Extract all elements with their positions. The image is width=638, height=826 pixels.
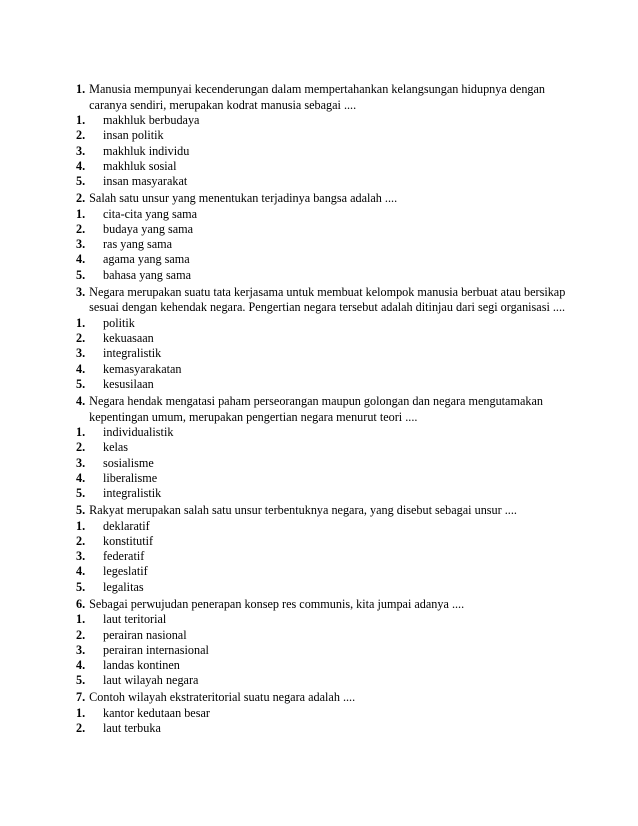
option-text: bahasa yang sama: [103, 267, 191, 282]
option-text: kesusilaan: [103, 376, 154, 391]
question-4: [76, 394, 576, 501]
option-number: 5.: [76, 267, 86, 282]
option-number: 5.: [76, 376, 86, 391]
question-stem: [76, 394, 576, 425]
answer-option: [76, 144, 576, 159]
question-1: [76, 82, 576, 189]
answer-option: [76, 113, 576, 128]
option-number: 4.: [76, 361, 86, 376]
answer-option: [76, 658, 576, 673]
option-text: perairan nasional: [103, 627, 187, 642]
option-number: 4.: [76, 658, 86, 673]
question-text: Contoh wilayah ekstrateritorial suatu negara adalah ....: [89, 690, 356, 705]
question-7: [76, 690, 576, 736]
option-text: liberalisme: [103, 470, 158, 485]
option-number: 3.: [76, 143, 86, 158]
option-text: federatif: [103, 549, 145, 564]
question-stem: [76, 191, 576, 207]
option-number: 3.: [76, 455, 86, 470]
option-text: integralistik: [103, 486, 162, 501]
question-number: 5.: [76, 503, 86, 518]
option-text: laut teritorial: [103, 612, 167, 627]
answer-option: [76, 252, 576, 267]
question-number: 7.: [76, 690, 86, 705]
option-number: 2.: [76, 128, 86, 143]
answer-option: [76, 519, 576, 534]
answer-option: [76, 673, 576, 688]
answer-option: [76, 174, 576, 189]
option-text: makhluk sosial: [103, 158, 177, 173]
answer-option: [76, 628, 576, 643]
option-number: 1.: [76, 518, 86, 533]
answer-option: [76, 486, 576, 501]
question-text: Rakyat merupakan salah satu unsur terbentuknya negara, yang disebut sebagai unsur ....: [89, 503, 517, 518]
option-number: 4.: [76, 470, 86, 485]
answer-option: [76, 316, 576, 331]
option-text: budaya yang sama: [103, 222, 194, 236]
answer-option: [76, 362, 576, 377]
question-text: Negara merupakan suatu tata kerjasama untuk membuat kelompok manusia berbuat atau bersikap sesuai dengan kehendak negara. Pengertian negara tersebut adalah ditinjau dari segi organisasi ....: [89, 284, 566, 315]
question-text: Salah satu unsur yang menentukan terjadinya bangsa adalah ....: [89, 191, 398, 206]
option-number: 2.: [76, 222, 86, 236]
option-text: insan politik: [103, 128, 164, 143]
question-number: 3.: [76, 284, 86, 299]
answer-option: [76, 425, 576, 440]
option-number: 1.: [76, 425, 86, 440]
option-text: laut wilayah negara: [103, 673, 199, 688]
answer-option: [76, 128, 576, 143]
answer-option: [76, 159, 576, 174]
answer-option: [76, 580, 576, 595]
answer-option: [76, 268, 576, 283]
answer-option: [76, 534, 576, 549]
option-text: kelas: [103, 440, 129, 455]
question-stem: [76, 597, 576, 613]
answer-option: [76, 564, 576, 579]
option-number: 4.: [76, 158, 86, 173]
question-2: [76, 191, 576, 283]
option-text: politik: [103, 316, 135, 330]
option-text: ras yang sama: [103, 237, 173, 252]
option-text: makhluk berbudaya: [103, 113, 200, 128]
answer-option: [76, 706, 576, 721]
option-number: 1.: [76, 706, 86, 721]
answer-option: [76, 612, 576, 627]
answer-option: [76, 346, 576, 361]
question-number: 1.: [76, 82, 86, 96]
option-text: kemasyarakatan: [103, 361, 182, 376]
option-number: 2.: [76, 534, 86, 549]
option-number: 5.: [76, 174, 86, 188]
option-number: 1.: [76, 316, 86, 330]
question-text: Manusia mempunyai kecenderungan dalam mempertahankan kelangsungan hidupnya dengan caranya sendiri, merupakan kodrat manusia sebagai ....: [89, 82, 546, 112]
option-text: agama yang sama: [103, 252, 190, 267]
question-stem: [76, 503, 576, 519]
question-stem: [76, 285, 576, 316]
question-3: [76, 285, 576, 392]
answer-option: [76, 207, 576, 222]
answer-option: [76, 237, 576, 252]
question-number: 2.: [76, 191, 86, 206]
option-number: 2.: [76, 440, 86, 455]
question-stem: [76, 690, 576, 706]
answer-options: [76, 316, 576, 392]
option-text: legalitas: [103, 579, 144, 594]
answer-option: [76, 643, 576, 658]
option-number: 2.: [76, 331, 86, 346]
option-number: 5.: [76, 673, 86, 688]
option-number: 5.: [76, 486, 86, 501]
option-text: cita-cita yang sama: [103, 206, 198, 221]
option-text: legeslatif: [103, 564, 148, 579]
answer-options: [76, 207, 576, 283]
option-text: kekuasaan: [103, 331, 154, 346]
answer-option: [76, 377, 576, 392]
answer-options: [76, 519, 576, 595]
option-text: makhluk individu: [103, 143, 190, 158]
option-number: 3.: [76, 346, 86, 361]
option-text: landas kontinen: [103, 658, 180, 673]
question-text: Negara hendak mengatasi paham perseorangan maupun golongan dan negara mengutamakan kepentingan umum, merupakan pengertian negara menurut teori ....: [89, 394, 543, 424]
option-text: perairan internasional: [103, 642, 209, 657]
option-number: 3.: [76, 549, 86, 564]
option-text: individualistik: [103, 425, 174, 440]
option-number: 1.: [76, 612, 86, 627]
option-number: 4.: [76, 252, 86, 267]
question-5: [76, 503, 576, 595]
option-number: 4.: [76, 564, 86, 579]
question-list: [76, 82, 576, 738]
option-number: 3.: [76, 642, 86, 657]
question-stem: [76, 82, 576, 113]
answer-option: [76, 549, 576, 564]
option-text: insan masyarakat: [103, 174, 188, 188]
question-6: [76, 597, 576, 689]
option-text: konstitutif: [103, 534, 154, 549]
question-number: 6.: [76, 596, 86, 611]
answer-option: [76, 456, 576, 471]
option-text: deklaratif: [103, 518, 150, 533]
question-number: 4.: [76, 394, 86, 409]
answer-option: [76, 440, 576, 455]
option-number: 2.: [76, 721, 86, 736]
option-text: kantor kedutaan besar: [103, 706, 210, 721]
option-number: 2.: [76, 627, 86, 642]
option-number: 5.: [76, 579, 86, 594]
answer-options: [76, 706, 576, 736]
answer-option: [76, 721, 576, 736]
option-number: 1.: [76, 113, 86, 128]
answer-option: [76, 222, 576, 237]
option-text: sosialisme: [103, 455, 154, 470]
answer-options: [76, 425, 576, 501]
option-number: 1.: [76, 206, 86, 221]
answer-options: [76, 113, 576, 189]
option-text: integralistik: [103, 346, 162, 361]
answer-option: [76, 471, 576, 486]
question-text: Sebagai perwujudan penerapan konsep res communis, kita jumpai adanya ....: [89, 596, 465, 611]
answer-options: [76, 612, 576, 688]
answer-option: [76, 331, 576, 346]
option-number: 3.: [76, 237, 86, 252]
option-text: laut terbuka: [103, 721, 161, 736]
